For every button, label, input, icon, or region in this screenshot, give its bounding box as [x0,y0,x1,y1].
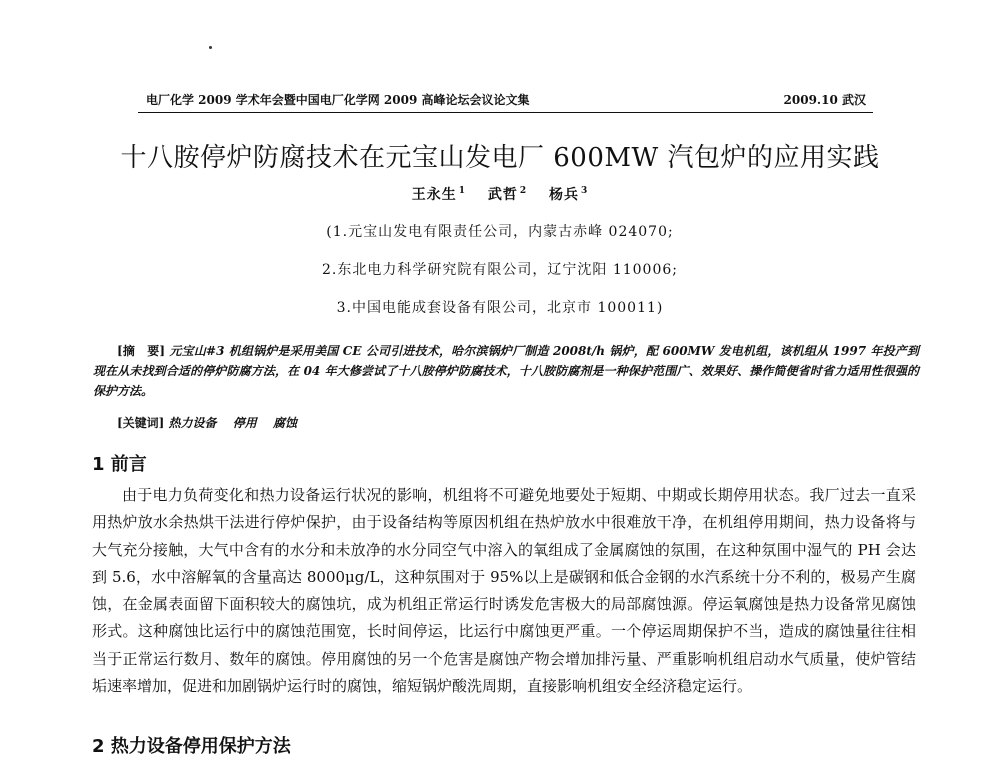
keyword: 腐蚀 [272,416,297,430]
author-list [0,184,1000,204]
running-header-left: 电厂化学 2009 学术年会暨中国电厂化学网 2009 高峰论坛会议论文集 [146,93,530,107]
header-rule [138,112,873,113]
scan-speck [209,46,212,49]
author-affil-mark: 2 [519,186,528,197]
author-affil-mark: 1 [458,186,466,197]
running-header [146,91,866,109]
author-name: 武哲 [487,187,518,203]
author-affil-mark: 3 [581,186,589,197]
running-header-right: 2009.10 武汉 [783,93,866,107]
keywords-label: [关键词] [117,416,165,430]
section-heading: 1 前言 [92,454,147,475]
section-heading: 2 热力设备停用保护方法 [92,736,291,757]
author [549,187,588,203]
keyword: 停用 [232,416,257,430]
keywords [117,414,309,431]
keyword: 热力设备 [168,416,217,430]
body-paragraph: 由于电力负荷变化和热力设备运行状况的影响，机组将不可避免地要处于短期、中期或长期停用状态。我厂过去一直采用热炉放水余热烘干法进行停炉保护，由于设备结构等原因机组在热炉放水中很难放干净，在机组停用期间，热力设备将与大气充分接触，大气中含有的水分和未放净的水分同空气中溶入的氧组成了金属腐蚀的氛围，在这种氛围中湿气的 PH 会达到 5.6，水中溶解氧的含量高达 8000μg/L，这种氛围对于 95%以上是碳钢和低合金钢的水汽系统十分不利的，极易产生腐蚀，在金属表面留下面积较大的腐蚀坑，成为机组正常运行时诱发危害极大的局部腐蚀源。停运氧腐蚀是热力设备常见腐蚀形式。这种腐蚀比运行中的腐蚀范围宽，长时间停运，比运行中腐蚀更严重。一个停运周期保护不当，造成的腐蚀量往往相当于正常运行数月、数年的腐蚀。停用腐蚀的另一个危害是腐蚀产物会增加排污量、严重影响机组启动水气质量，使炉管结垢速率增加，促进和加剧锅炉运行时的腐蚀，缩短锅炉酸洗周期，直接影响机组安全经济稳定运行。 [92,486,916,696]
author-name: 杨兵 [549,187,579,203]
affiliation-line: 2.东北电力科学研究院有限公司，辽宁沈阳 110006; [322,262,678,278]
paper-title: 十八胺停炉防腐技术在元宝山发电厂 600MW 汽包炉的应用实践 [120,143,880,173]
author [412,187,466,203]
abstract [93,341,919,401]
abstract-text: 元宝山#3 机组锅炉是采用美国 CE 公司引进技术，哈尔滨锅炉厂制造 2008t/h 锅炉，配 600MW 发电机组，该机组从 1997 年投产到现在从未找到合适的停炉防腐方法，在 04 年大修尝试了十八胺停炉防腐技术，十八胺防腐剂是一种保护范围广、效果好、操作简便省时省力适用性很强的保护方法。 [93,344,919,398]
abstract-label: [摘 要] [117,344,166,358]
author [488,187,527,203]
author-name: 王永生 [411,187,457,203]
affiliation-line: 3.中国电能成套设备有限公司，北京市 100011) [336,300,664,316]
affiliation-line: (1.元宝山发电有限责任公司，内蒙古赤峰 024070; [326,224,674,240]
